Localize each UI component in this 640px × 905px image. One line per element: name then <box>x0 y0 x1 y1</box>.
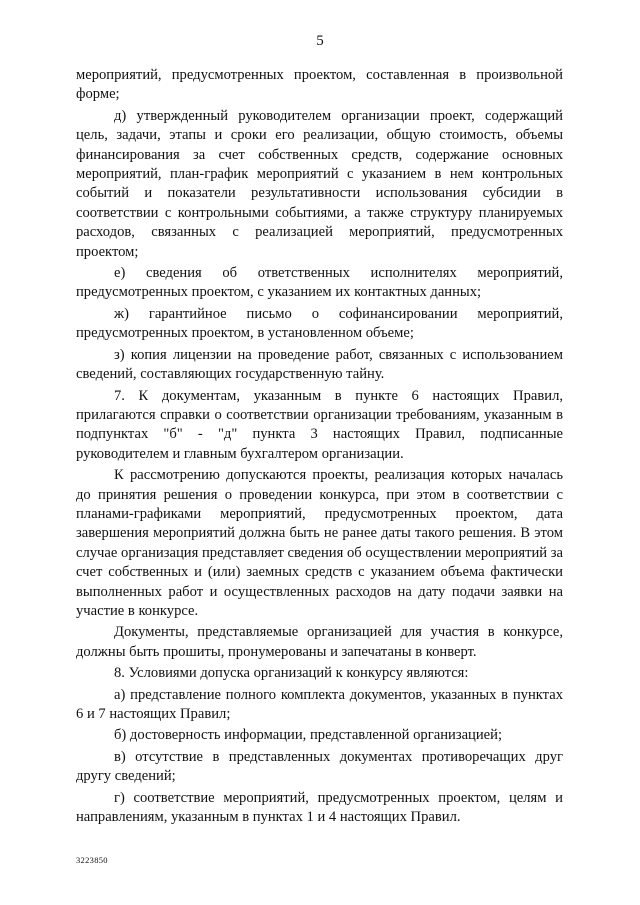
paragraph: з) копия лицензии на проведение работ, связанных с использованием сведений, составляющих государственную тайну. <box>76 346 563 383</box>
paragraph: а) представление полного комплекта документов, указанных в пунктах 6 и 7 настоящих Правил; <box>76 686 563 722</box>
paragraph: 8. Условиями допуска организаций к конкурсу являются: <box>114 665 469 682</box>
paragraph: в) отсутствие в представленных документах противоречащих друг другу сведений; <box>76 748 563 785</box>
paragraph: ж) гарантийное письмо о софинансировании мероприятий, предусмотренных проектом, в установленном объеме; <box>76 305 563 342</box>
paragraph: Документы, представляемые организацией для участия в конкурсе, должны быть прошиты, пронумерованы и запечатаны в конверт. <box>76 624 563 660</box>
document-code: 3223850 <box>76 855 108 865</box>
paragraph: г) соответствие мероприятий, предусмотренных проектом, целям и направлениям, указанным в пунктах 1 и 4 настоящих Правил. <box>76 789 563 826</box>
paragraph: мероприятий, предусмотренных проектом, составленная в произвольной форме; <box>76 67 563 103</box>
paragraph: е) сведения об ответственных исполнителях мероприятий, предусмотренных проектом, с указанием их контактных данных; <box>76 265 563 301</box>
paragraph: б) достоверность информации, представленной организацией; <box>114 727 503 744</box>
paragraph: К рассмотрению допускаются проекты, реализация которых началась до принятия решения о проведении конкурса, при этом в соответствии с планами-графиками мероприятий, предусмотренных проектом, дата завершения мероприятий должна быть не ранее даты такого решения. В этом случае организация представляет сведения об осуществлении мероприятий за счет собственных и (или) заемных средств с указанием объема фактически выполненных работ и осуществленных расходов на дату подачи заявки на участие в конкурсе. <box>76 467 563 619</box>
page-number: 5 <box>316 33 324 49</box>
paragraph: 7. К документам, указанным в пункте 6 настоящих Правил, прилагаются справки о соответствии организации требованиям, указанным в подпунктах "б" - "д" пункта 3 настоящих Правил, подписанные руководителем и главным бухгалтером организации. <box>76 387 563 462</box>
paragraph: д) утвержденный руководителем организации проект, содержащий цель, задачи, этапы и сроки его реализации, общую стоимость, объемы финансирования за счет собственных средств, содержание основных мероприятий, план-график мероприятий с указанием в нем контрольных событий и показатели результативности использования субсидии в соответствии с контрольными событиями, а также структуру планируемых расходов, связанных с реализацией мероприятий, предусмотренных проектом; <box>76 107 563 260</box>
document-body <box>76 66 563 829</box>
